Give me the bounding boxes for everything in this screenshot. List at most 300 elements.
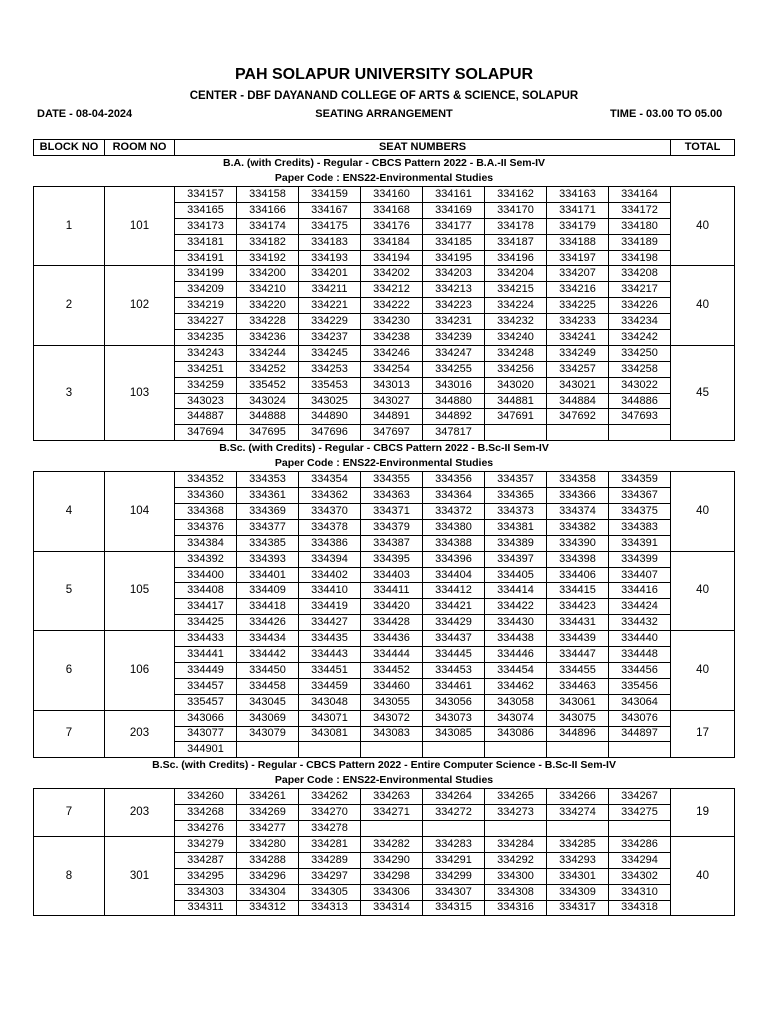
seat-number: 334396	[423, 551, 485, 567]
seat-number: 334423	[547, 599, 609, 615]
seat-number: 334247	[423, 345, 485, 361]
seat-number: 334181	[175, 234, 237, 250]
seat-number: 334174	[237, 218, 299, 234]
seat-number: 334314	[361, 900, 423, 916]
seat-number: 334407	[609, 567, 671, 583]
empty-seat-cell	[547, 742, 609, 758]
seat-number: 334394	[299, 551, 361, 567]
empty-seat-cell	[547, 425, 609, 441]
seat-number: 334388	[423, 535, 485, 551]
seat-number: 334357	[485, 472, 547, 488]
course-title-row	[34, 758, 735, 774]
seat-row	[34, 472, 735, 488]
seat-number: 334162	[485, 187, 547, 203]
seat-number: 334225	[547, 298, 609, 314]
seat-number: 334248	[485, 345, 547, 361]
seat-number: 334299	[423, 868, 485, 884]
seat-number: 334404	[423, 567, 485, 583]
seat-number: 334362	[299, 488, 361, 504]
seat-number: 334304	[237, 884, 299, 900]
empty-seat-cell	[485, 742, 547, 758]
seat-number: 334173	[175, 218, 237, 234]
seat-number: 334207	[547, 266, 609, 282]
seat-number: 334367	[609, 488, 671, 504]
paper-code: Paper Code : ENS22-Environmental Studies	[274, 774, 494, 787]
seat-row	[34, 710, 735, 726]
seat-number: 334274	[547, 805, 609, 821]
seat-number: 334249	[547, 345, 609, 361]
course-title-row	[34, 156, 735, 172]
empty-seat-cell	[423, 821, 485, 837]
seat-number: 334280	[237, 836, 299, 852]
seat-number: 334418	[237, 599, 299, 615]
seat-number: 343076	[609, 710, 671, 726]
seat-number: 334284	[485, 836, 547, 852]
seat-number: 334377	[237, 519, 299, 535]
seat-number: 334439	[547, 631, 609, 647]
seat-number: 334176	[361, 218, 423, 234]
block-number: 7	[34, 710, 105, 758]
seat-number: 334392	[175, 551, 237, 567]
seat-number: 334240	[485, 330, 547, 346]
seat-number: 334224	[485, 298, 547, 314]
seat-number: 343069	[237, 710, 299, 726]
seat-number: 334219	[175, 298, 237, 314]
seat-number: 334270	[299, 805, 361, 821]
seat-number: 334223	[423, 298, 485, 314]
seat-number: 334250	[609, 345, 671, 361]
seat-number: 334380	[423, 519, 485, 535]
seat-number: 334356	[423, 472, 485, 488]
seat-number: 335456	[609, 678, 671, 694]
empty-seat-cell	[237, 742, 299, 758]
seat-number: 334462	[485, 678, 547, 694]
seat-number: 334189	[609, 234, 671, 250]
seat-number: 347817	[423, 425, 485, 441]
seat-number: 334222	[361, 298, 423, 314]
seat-number: 344886	[609, 393, 671, 409]
course-title-row	[34, 441, 735, 457]
seat-number: 334313	[299, 900, 361, 916]
seat-number: 334294	[609, 852, 671, 868]
seat-number: 334183	[299, 234, 361, 250]
seat-number: 334193	[299, 250, 361, 266]
seat-number: 334307	[423, 884, 485, 900]
seat-number: 334364	[423, 488, 485, 504]
seat-number: 334166	[237, 202, 299, 218]
seat-number: 334233	[547, 314, 609, 330]
seat-number: 334420	[361, 599, 423, 615]
table-header-row	[34, 140, 735, 156]
seat-number: 334415	[547, 583, 609, 599]
seat-number: 334175	[299, 218, 361, 234]
room-number: 101	[105, 187, 175, 266]
seat-row	[34, 187, 735, 203]
seat-number: 334215	[485, 282, 547, 298]
seat-number: 334306	[361, 884, 423, 900]
room-no-header: ROOM NO	[105, 140, 175, 156]
seat-number: 334424	[609, 599, 671, 615]
block-total: 40	[671, 631, 735, 710]
paper-code: Paper Code : ENS22-Environmental Studies	[274, 457, 494, 470]
seat-number: 334391	[609, 535, 671, 551]
seat-number: 334272	[423, 805, 485, 821]
seat-number: 334157	[175, 187, 237, 203]
seat-number: 343056	[423, 694, 485, 710]
seat-number: 334226	[609, 298, 671, 314]
seat-number: 334353	[237, 472, 299, 488]
seat-number: 334237	[299, 330, 361, 346]
seat-number: 334185	[423, 234, 485, 250]
room-number: 105	[105, 551, 175, 630]
seat-number: 334429	[423, 615, 485, 631]
seat-number: 334287	[175, 852, 237, 868]
seat-number: 344892	[423, 409, 485, 425]
seat-number: 334305	[299, 884, 361, 900]
seat-number: 334359	[609, 472, 671, 488]
seat-number: 343073	[423, 710, 485, 726]
seat-number: 334257	[547, 361, 609, 377]
seat-number: 334231	[423, 314, 485, 330]
seat-number: 334234	[609, 314, 671, 330]
seat-number: 334277	[237, 821, 299, 837]
seat-number: 334180	[609, 218, 671, 234]
seat-number: 343024	[237, 393, 299, 409]
seat-number: 334178	[485, 218, 547, 234]
seat-number: 344888	[237, 409, 299, 425]
exam-center: CENTER - DBF DAYANAND COLLEGE OF ARTS & SCIENCE, SOLAPUR	[189, 90, 579, 102]
seat-number: 343020	[485, 377, 547, 393]
seat-row	[34, 631, 735, 647]
empty-seat-cell	[547, 821, 609, 837]
seat-number: 334196	[485, 250, 547, 266]
seat-number: 343023	[175, 393, 237, 409]
seat-number: 334440	[609, 631, 671, 647]
seat-number: 334435	[299, 631, 361, 647]
seat-number: 347695	[237, 425, 299, 441]
seat-number: 334399	[609, 551, 671, 567]
seat-number: 334203	[423, 266, 485, 282]
seat-number: 334441	[175, 647, 237, 663]
seat-number: 334406	[547, 567, 609, 583]
seat-number: 334297	[299, 868, 361, 884]
seat-number: 344887	[175, 409, 237, 425]
seat-number: 334265	[485, 789, 547, 805]
seat-number: 334366	[547, 488, 609, 504]
seat-number: 334456	[609, 662, 671, 678]
seat-number: 334316	[485, 900, 547, 916]
room-number: 103	[105, 345, 175, 440]
seat-number: 334454	[485, 662, 547, 678]
seat-number: 343016	[423, 377, 485, 393]
seat-number: 334436	[361, 631, 423, 647]
seat-number: 334253	[299, 361, 361, 377]
seat-number: 334455	[547, 662, 609, 678]
seat-number: 334445	[423, 647, 485, 663]
seat-number: 334414	[485, 583, 547, 599]
seat-number: 334401	[237, 567, 299, 583]
block-number: 3	[34, 345, 105, 440]
seat-number: 334381	[485, 519, 547, 535]
seat-row	[34, 266, 735, 282]
seat-number: 344880	[423, 393, 485, 409]
seat-number: 334217	[609, 282, 671, 298]
seat-number: 334365	[485, 488, 547, 504]
seat-numbers-header: SEAT NUMBERS	[175, 140, 671, 156]
room-number: 203	[105, 789, 175, 837]
seat-number: 334290	[361, 852, 423, 868]
seat-number: 334303	[175, 884, 237, 900]
seat-number: 334161	[423, 187, 485, 203]
seat-number: 343074	[485, 710, 547, 726]
empty-seat-cell	[423, 742, 485, 758]
seat-number: 344891	[361, 409, 423, 425]
seat-number: 334309	[547, 884, 609, 900]
seat-number: 334158	[237, 187, 299, 203]
seat-number: 334292	[485, 852, 547, 868]
seat-number: 334170	[485, 202, 547, 218]
empty-seat-cell	[609, 821, 671, 837]
block-total: 40	[671, 266, 735, 345]
block-number: 8	[34, 836, 105, 915]
seat-number: 334358	[547, 472, 609, 488]
seat-number: 334271	[361, 805, 423, 821]
seat-number: 343048	[299, 694, 361, 710]
seat-number: 334376	[175, 519, 237, 535]
seat-number: 334204	[485, 266, 547, 282]
seat-number: 334375	[609, 504, 671, 520]
university-title: PAH SOLAPUR UNIVERSITY SOLAPUR	[234, 66, 534, 83]
seat-number: 334210	[237, 282, 299, 298]
seat-number: 344884	[547, 393, 609, 409]
seat-number: 344881	[485, 393, 547, 409]
seat-number: 334235	[175, 330, 237, 346]
seat-number: 334177	[423, 218, 485, 234]
seat-number: 334302	[609, 868, 671, 884]
seat-number: 334258	[609, 361, 671, 377]
block-total: 19	[671, 789, 735, 837]
seat-number: 347693	[609, 409, 671, 425]
seat-number: 334194	[361, 250, 423, 266]
seat-number: 334296	[237, 868, 299, 884]
seat-number: 334453	[423, 662, 485, 678]
exam-date: DATE - 08-04-2024	[37, 108, 133, 120]
block-number: 6	[34, 631, 105, 710]
seat-number: 334159	[299, 187, 361, 203]
block-number: 7	[34, 789, 105, 837]
seat-number: 334246	[361, 345, 423, 361]
seat-number: 334405	[485, 567, 547, 583]
seat-number: 344896	[547, 726, 609, 742]
seat-number: 334195	[423, 250, 485, 266]
seat-number: 334192	[237, 250, 299, 266]
seat-number: 334279	[175, 836, 237, 852]
empty-seat-cell	[299, 742, 361, 758]
seat-number: 334208	[609, 266, 671, 282]
seating-table	[33, 139, 735, 916]
seat-number: 334200	[237, 266, 299, 282]
seat-number: 334383	[609, 519, 671, 535]
seat-number: 334202	[361, 266, 423, 282]
seat-number: 334426	[237, 615, 299, 631]
block-no-header: BLOCK NO	[34, 140, 105, 156]
seat-number: 334421	[423, 599, 485, 615]
seat-number: 334363	[361, 488, 423, 504]
seat-number: 334266	[547, 789, 609, 805]
total-header: TOTAL	[671, 140, 735, 156]
seat-number: 343064	[609, 694, 671, 710]
document-title: SEATING ARRANGEMENT	[315, 108, 453, 120]
seat-number: 334385	[237, 535, 299, 551]
seat-number: 344897	[609, 726, 671, 742]
seat-number: 334269	[237, 805, 299, 821]
seat-number: 334201	[299, 266, 361, 282]
seat-number: 334241	[547, 330, 609, 346]
seat-number: 334197	[547, 250, 609, 266]
seat-number: 334411	[361, 583, 423, 599]
seat-number: 334432	[609, 615, 671, 631]
seat-number: 334261	[237, 789, 299, 805]
empty-seat-cell	[361, 821, 423, 837]
seat-number: 334283	[423, 836, 485, 852]
seat-number: 334252	[237, 361, 299, 377]
seat-number: 334278	[299, 821, 361, 837]
seat-number: 334209	[175, 282, 237, 298]
seat-number: 334291	[423, 852, 485, 868]
seat-number: 334310	[609, 884, 671, 900]
seat-number: 347697	[361, 425, 423, 441]
block-total: 40	[671, 187, 735, 266]
seat-number: 334236	[237, 330, 299, 346]
seat-number: 334371	[361, 504, 423, 520]
empty-seat-cell	[609, 425, 671, 441]
seat-number: 334169	[423, 202, 485, 218]
seat-number: 334397	[485, 551, 547, 567]
seat-number: 334400	[175, 567, 237, 583]
seat-row	[34, 789, 735, 805]
seat-number: 334450	[237, 662, 299, 678]
seat-row	[34, 551, 735, 567]
seat-number: 334449	[175, 662, 237, 678]
course-title: B.Sc. (with Credits) - Regular - CBCS Pattern 2022 - B.Sc-II Sem-IV	[219, 442, 549, 455]
seat-number: 334395	[361, 551, 423, 567]
seat-number: 334452	[361, 662, 423, 678]
seat-number: 334165	[175, 202, 237, 218]
seat-number: 334403	[361, 567, 423, 583]
seat-number: 334428	[361, 615, 423, 631]
block-total: 40	[671, 836, 735, 915]
seat-number: 334251	[175, 361, 237, 377]
seat-number: 334460	[361, 678, 423, 694]
seat-number: 334361	[237, 488, 299, 504]
seat-number: 334419	[299, 599, 361, 615]
seat-number: 334382	[547, 519, 609, 535]
seat-number: 334285	[547, 836, 609, 852]
seat-number: 334446	[485, 647, 547, 663]
seat-number: 334187	[485, 234, 547, 250]
seat-number: 334163	[547, 187, 609, 203]
seat-number: 343013	[361, 377, 423, 393]
seat-number: 334451	[299, 662, 361, 678]
seat-number: 334179	[547, 218, 609, 234]
seat-number: 334433	[175, 631, 237, 647]
seat-number: 334434	[237, 631, 299, 647]
seat-number: 334298	[361, 868, 423, 884]
seat-number: 343085	[423, 726, 485, 742]
seat-number: 334355	[361, 472, 423, 488]
seat-number: 343025	[299, 393, 361, 409]
seat-number: 334398	[547, 551, 609, 567]
seat-number: 343021	[547, 377, 609, 393]
seat-row	[34, 345, 735, 361]
paper-code-row	[34, 171, 735, 187]
room-number: 106	[105, 631, 175, 710]
seat-number: 334212	[361, 282, 423, 298]
seat-number: 334408	[175, 583, 237, 599]
seat-number: 334402	[299, 567, 361, 583]
seat-number: 334289	[299, 852, 361, 868]
seat-number: 334255	[423, 361, 485, 377]
seat-number: 334282	[361, 836, 423, 852]
seat-number: 334458	[237, 678, 299, 694]
seat-number: 334360	[175, 488, 237, 504]
seat-number: 334461	[423, 678, 485, 694]
paper-code-row	[34, 456, 735, 472]
seat-number: 334437	[423, 631, 485, 647]
seat-number: 334368	[175, 504, 237, 520]
seat-number: 334372	[423, 504, 485, 520]
seat-number: 334216	[547, 282, 609, 298]
seat-number: 334379	[361, 519, 423, 535]
seat-number: 334427	[299, 615, 361, 631]
seat-number: 334315	[423, 900, 485, 916]
seat-number: 334387	[361, 535, 423, 551]
seat-number: 334242	[609, 330, 671, 346]
seat-number: 334416	[609, 583, 671, 599]
seat-number: 334244	[237, 345, 299, 361]
seat-number: 334384	[175, 535, 237, 551]
seat-number: 334369	[237, 504, 299, 520]
seat-number: 334300	[485, 868, 547, 884]
seat-number: 334286	[609, 836, 671, 852]
course-title: B.Sc. (with Credits) - Regular - CBCS Pattern 2022 - Entire Computer Science - B.Sc-II Sem-IV	[152, 759, 616, 772]
empty-seat-cell	[485, 821, 547, 837]
seat-number: 343071	[299, 710, 361, 726]
seat-number: 334312	[237, 900, 299, 916]
seat-number: 334267	[609, 789, 671, 805]
seat-number: 334412	[423, 583, 485, 599]
seat-number: 343055	[361, 694, 423, 710]
seat-number: 347696	[299, 425, 361, 441]
seat-number: 344901	[175, 742, 237, 758]
seat-number: 334317	[547, 900, 609, 916]
seat-number: 334164	[609, 187, 671, 203]
seat-number: 334211	[299, 282, 361, 298]
seat-number: 334171	[547, 202, 609, 218]
seat-number: 334444	[361, 647, 423, 663]
seat-number: 334378	[299, 519, 361, 535]
seat-number: 334198	[609, 250, 671, 266]
seat-number: 334417	[175, 599, 237, 615]
seat-number: 334443	[299, 647, 361, 663]
seat-number: 334182	[237, 234, 299, 250]
seat-number: 334275	[609, 805, 671, 821]
exam-time: TIME - 03.00 TO 05.00	[610, 108, 723, 120]
seat-number: 334256	[485, 361, 547, 377]
seat-number: 334228	[237, 314, 299, 330]
seat-number: 334389	[485, 535, 547, 551]
seat-number: 334220	[237, 298, 299, 314]
